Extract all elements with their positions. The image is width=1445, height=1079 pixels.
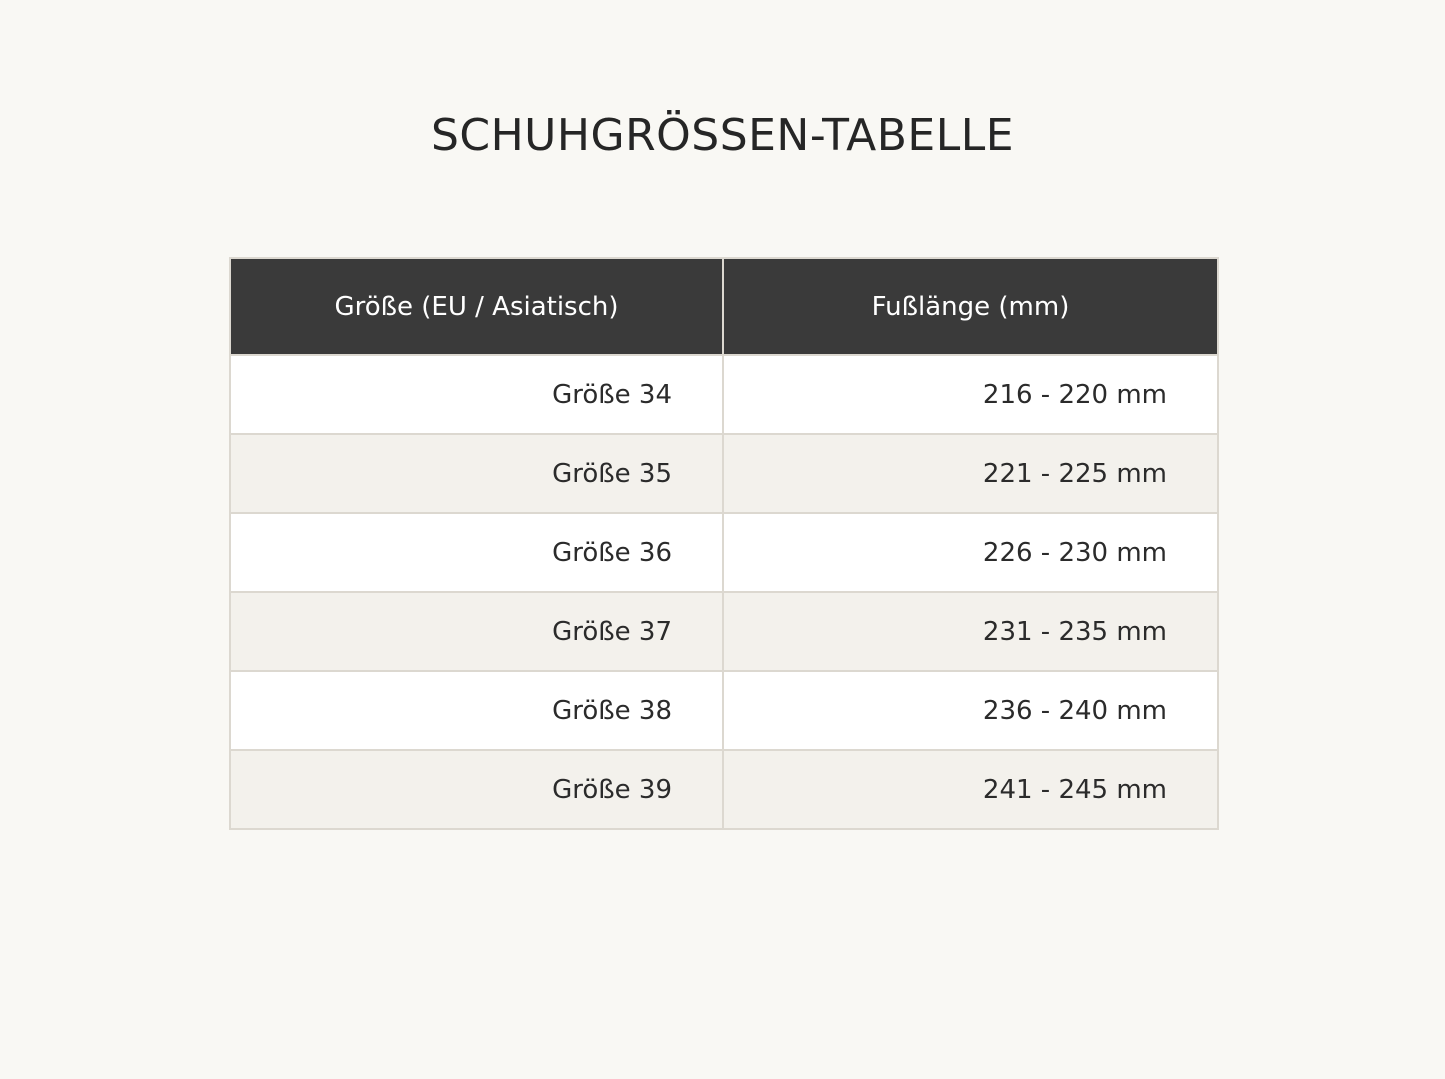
foot-length-cell: 236 - 240 mm bbox=[723, 671, 1218, 750]
size-table bbox=[229, 257, 1219, 830]
size-cell: Größe 37 bbox=[230, 592, 723, 671]
table-header-row bbox=[230, 258, 1218, 355]
table-row bbox=[230, 513, 1218, 592]
size-cell: Größe 39 bbox=[230, 750, 723, 829]
table-row bbox=[230, 434, 1218, 513]
foot-length-cell: 226 - 230 mm bbox=[723, 513, 1218, 592]
table-row bbox=[230, 592, 1218, 671]
foot-length-cell: 241 - 245 mm bbox=[723, 750, 1218, 829]
foot-length-cell: 221 - 225 mm bbox=[723, 434, 1218, 513]
table-row bbox=[230, 671, 1218, 750]
column-header-size: Größe (EU / Asiatisch) bbox=[230, 258, 723, 355]
size-cell: Größe 35 bbox=[230, 434, 723, 513]
foot-length-cell: 216 - 220 mm bbox=[723, 355, 1218, 434]
column-header-foot-length: Fußlänge (mm) bbox=[723, 258, 1218, 355]
table-row bbox=[230, 355, 1218, 434]
table-row bbox=[230, 750, 1218, 829]
page-title: SCHUHGRÖSSEN-TABELLE bbox=[430, 110, 1015, 161]
foot-length-cell: 231 - 235 mm bbox=[723, 592, 1218, 671]
size-cell: Größe 34 bbox=[230, 355, 723, 434]
size-cell: Größe 38 bbox=[230, 671, 723, 750]
size-cell: Größe 36 bbox=[230, 513, 723, 592]
